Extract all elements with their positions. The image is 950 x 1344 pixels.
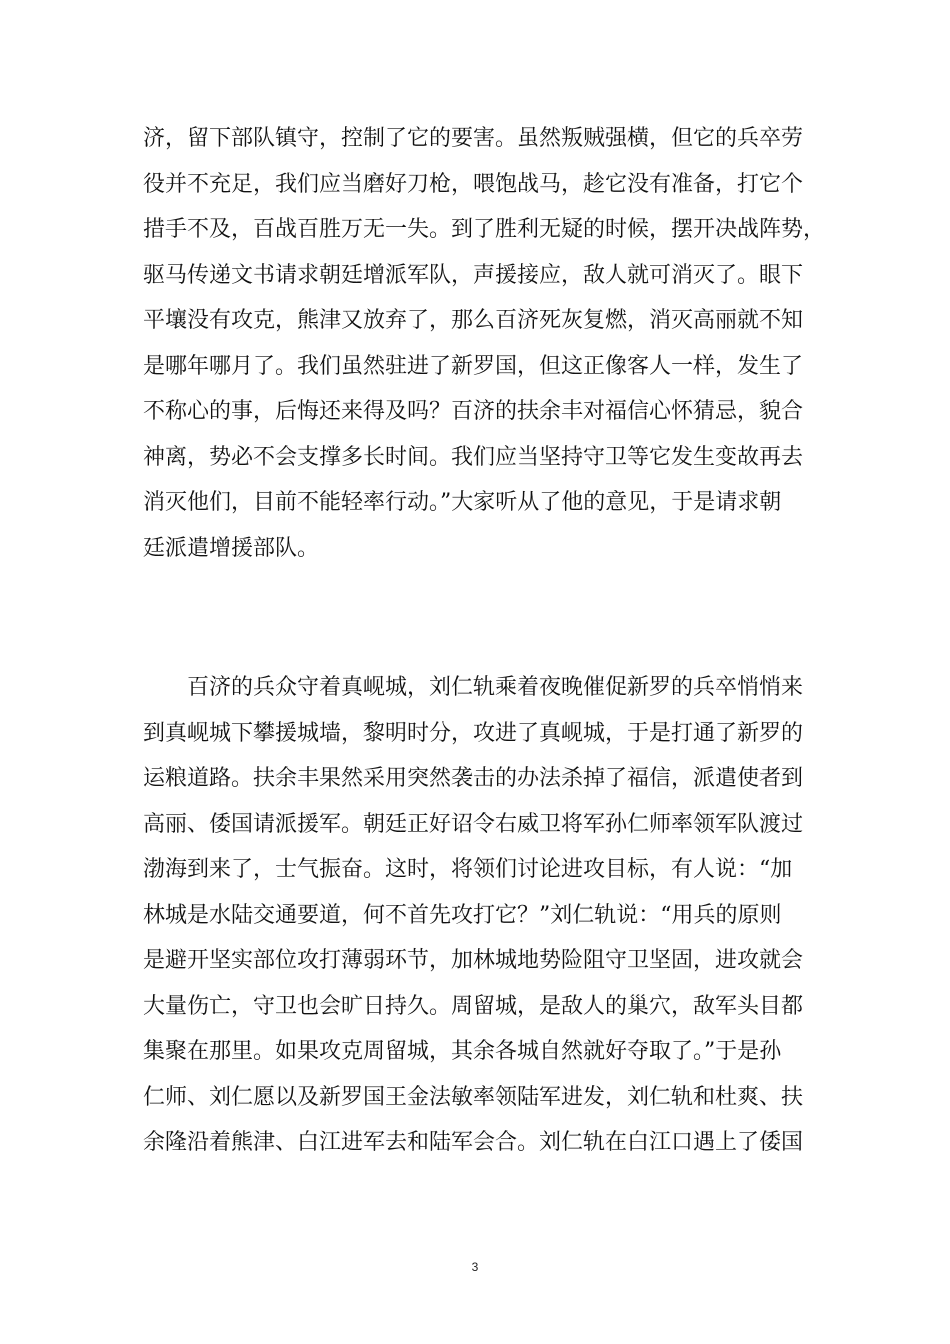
paragraph-line: 神离，势必不会支撑多长时间。我们应当坚持守卫等它发生变故再去 [143,444,804,470]
paragraph-line: 大量伤亡，守卫也会旷日持久。周留城，是敌人的巢穴，敌军头目都 [143,993,804,1019]
paragraph-line: 余隆沿着熊津、白江进军去和陆军会合。刘仁轨在白江口遇上了倭国 [143,1130,804,1155]
paragraph-line: 高丽、倭国请派援军。朝廷正好诏令右威卫将军孙仁师率领军队渡过 [143,811,804,837]
paragraph-line: 措手不及，百战百胜万无一失。到了胜利无疑的时候，摆开决战阵势， [143,217,826,242]
paragraph-line: 济，留下部队镇守，控制了它的要害。虽然叛贼强横，但它的兵卒劳 [143,126,804,151]
paragraph-line: 是哪年哪月了。我们虽然驻进了新罗国，但这正像客人一样，发生了 [143,353,804,379]
paragraph-line: 林城是水陆交通要道，何不首先攻打它？”刘仁轨说：“用兵的原则 [143,902,782,928]
paragraph-line: 仁师、刘仁愿以及新罗国王金法敏率领陆军进发，刘仁轨和杜爽、扶 [143,1084,804,1110]
paragraph-line: 到真岘城下攀援城墙，黎明时分，攻进了真岘城，于是打通了新罗的 [143,720,804,746]
paragraph-line: 是避开坚实部位攻打薄弱环节，加林城地势险阻守卫坚固，进攻就会 [143,948,804,973]
paragraph-line: 运粮道路。扶余丰果然采用突然袭击的办法杀掉了福信，派遣使者到 [143,766,804,791]
paragraph-1 [143,116,833,571]
paragraph-line: 役并不充足，我们应当磨好刀枪，喂饱战马，趁它没有准备，打它个 [143,171,804,197]
paragraph-2 [143,665,833,1166]
paragraph-line: 平壤没有攻克，熊津又放弃了，那么百济死灰复燃，消灭高丽就不知 [143,308,804,333]
paragraph-line: 廷派遣增援部队。 [143,535,320,561]
paragraph-line: 百济的兵众守着真岘城，刘仁轨乘着夜晚催促新罗的兵卒悄悄来 [187,675,804,700]
paragraph-line: 集聚在那里。如果攻克周留城，其余各城自然就好夺取了。”于是孙 [143,1039,782,1064]
paragraph-line: 不称心的事，后悔还来得及吗？百济的扶余丰对福信心怀猜忌，貌合 [143,399,804,424]
page-number: 3 [471,1260,479,1274]
paragraph-line: 消灭他们，目前不能轻率行动。”大家听从了他的意见，于是请求朝 [143,490,782,515]
paragraph-line: 渤海到来了，士气振奋。这时，将领们讨论进攻目标，有人说：“加 [143,857,793,882]
paragraph-line: 驱马传递文书请求朝廷增派军队，声援接应，敌人就可消灭了。眼下 [143,262,804,288]
